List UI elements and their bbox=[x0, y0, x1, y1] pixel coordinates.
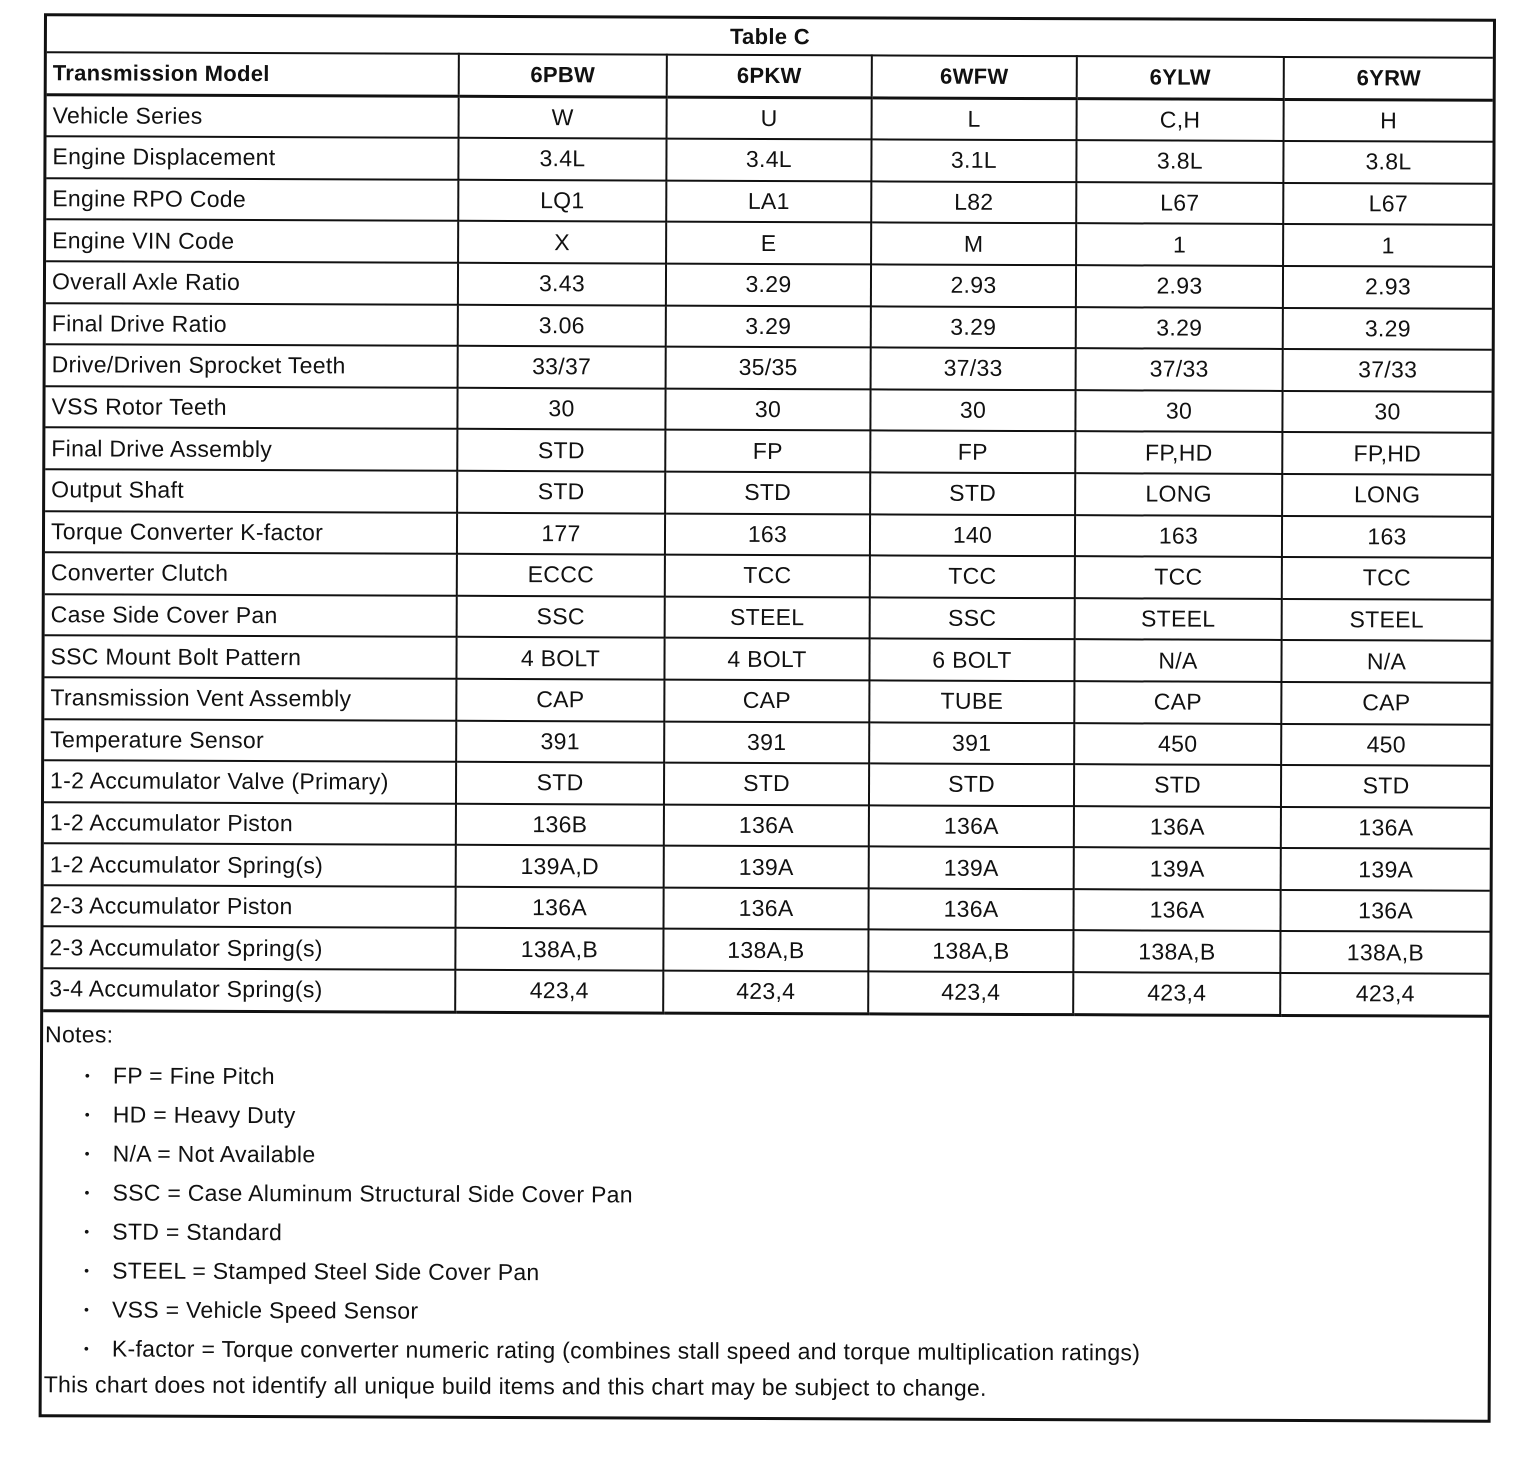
table-cell: LONG bbox=[1075, 473, 1282, 515]
table-cell: 177 bbox=[457, 512, 665, 554]
table-cell: 3.4L bbox=[666, 139, 871, 181]
table-row bbox=[43, 968, 1489, 1016]
table-cell: 136A bbox=[455, 887, 663, 929]
row-label: Output Shaft bbox=[45, 469, 457, 512]
table-row bbox=[47, 94, 1493, 142]
table-cell: LA1 bbox=[666, 180, 871, 222]
table-cell: 450 bbox=[1281, 723, 1490, 765]
table-cell: ECCC bbox=[457, 554, 665, 596]
note-item bbox=[85, 1056, 1489, 1100]
table-cell: 423,4 bbox=[1280, 973, 1489, 1016]
table-cell: 30 bbox=[1282, 391, 1491, 433]
table-cell: CAP bbox=[1281, 682, 1490, 724]
table-cell: N/A bbox=[1074, 639, 1281, 681]
row-label: Final Drive Ratio bbox=[46, 303, 458, 346]
row-label: Engine RPO Code bbox=[46, 178, 458, 221]
table-cell: STEEL bbox=[1282, 599, 1491, 641]
table-row bbox=[46, 178, 1492, 225]
table-row bbox=[45, 428, 1491, 475]
table-cell: 35/35 bbox=[666, 347, 871, 389]
table-cell: 139A bbox=[1074, 847, 1281, 889]
table-cell: 138A,B bbox=[455, 928, 663, 970]
note-item bbox=[85, 1134, 1489, 1178]
table-cell: STEEL bbox=[1075, 598, 1282, 640]
row-label: Overall Axle Ratio bbox=[46, 261, 458, 304]
row-label: 2-3 Accumulator Spring(s) bbox=[43, 927, 455, 970]
bullet-icon: • bbox=[84, 1145, 90, 1162]
table-row bbox=[44, 636, 1490, 683]
table-cell: STD bbox=[456, 762, 664, 804]
table-cell: 450 bbox=[1074, 723, 1281, 765]
table-cell: TCC bbox=[665, 555, 870, 597]
table-body bbox=[43, 94, 1493, 1016]
table-cell: 37/33 bbox=[1283, 349, 1492, 391]
table-cell: 136A bbox=[868, 888, 1073, 930]
table-cell: 138A,B bbox=[663, 929, 868, 971]
note-text: STD = Standard bbox=[112, 1218, 283, 1245]
table-cell: 138A,B bbox=[1280, 931, 1489, 973]
note-text: VSS = Vehicle Speed Sensor bbox=[111, 1296, 419, 1324]
table-cell: 136A bbox=[1074, 806, 1281, 848]
row-label: Transmission Vent Assembly bbox=[44, 677, 456, 720]
table-cell: FP bbox=[665, 430, 870, 472]
table-cell: L67 bbox=[1283, 183, 1492, 225]
table-cell: TUBE bbox=[869, 680, 1074, 722]
note-item bbox=[84, 1329, 1488, 1373]
model-header: 6YRW bbox=[1284, 57, 1493, 100]
table-row bbox=[44, 802, 1490, 849]
table-cell: 139A bbox=[1281, 848, 1490, 890]
table-cell: SSC bbox=[457, 596, 665, 638]
bullet-icon: • bbox=[83, 1340, 90, 1357]
table-cell: TCC bbox=[870, 556, 1075, 598]
table-row bbox=[45, 511, 1491, 558]
notes-title: Notes: bbox=[45, 1020, 114, 1048]
note-item bbox=[84, 1173, 1488, 1217]
table-cell: 423,4 bbox=[663, 971, 868, 1014]
table-cell: 3.8L bbox=[1076, 140, 1283, 182]
notes-section bbox=[42, 1012, 1490, 1420]
table-cell: 2.93 bbox=[1283, 266, 1492, 308]
model-header: 6WFW bbox=[872, 55, 1077, 98]
table-row bbox=[43, 927, 1489, 974]
table-cell: 391 bbox=[664, 721, 869, 763]
row-label: Case Side Cover Pan bbox=[45, 594, 457, 637]
table-cell: U bbox=[667, 97, 872, 140]
table-cell: 163 bbox=[1075, 515, 1282, 557]
table-cell: L bbox=[872, 97, 1077, 140]
model-header: 6YLW bbox=[1077, 56, 1284, 99]
table-cell: 139A bbox=[664, 846, 869, 888]
table-cell: W bbox=[459, 96, 667, 139]
bullet-icon: • bbox=[84, 1067, 91, 1084]
bullet-icon: • bbox=[84, 1184, 90, 1201]
table-cell: C,H bbox=[1077, 98, 1284, 141]
table-cell: 37/33 bbox=[1076, 348, 1283, 390]
row-label: Drive/Driven Sprocket Teeth bbox=[46, 344, 458, 387]
table-cell: STD bbox=[665, 472, 870, 514]
table-cell: 140 bbox=[870, 514, 1075, 556]
row-label: 1-2 Accumulator Piston bbox=[44, 802, 456, 845]
table-cell: 3.43 bbox=[458, 263, 666, 305]
table-cell: STEEL bbox=[665, 596, 870, 638]
table-cell: 4 BOLT bbox=[456, 637, 664, 679]
table-cell: LONG bbox=[1282, 474, 1491, 516]
table-title: Table C bbox=[47, 16, 1493, 58]
table-cell: L67 bbox=[1076, 182, 1283, 224]
table-cell: 3.06 bbox=[458, 304, 666, 346]
table-cell: 391 bbox=[456, 720, 664, 762]
table-cell: 33/37 bbox=[458, 346, 666, 388]
bullet-icon: • bbox=[84, 1223, 90, 1240]
table-cell: 30 bbox=[665, 388, 870, 430]
table-cell: 423,4 bbox=[455, 970, 663, 1013]
table-cell: N/A bbox=[1281, 640, 1490, 682]
table-cell: 3.29 bbox=[666, 305, 871, 347]
table-cell: 136A bbox=[663, 887, 868, 929]
table-cell: 3.4L bbox=[458, 138, 666, 180]
row-label: Vehicle Series bbox=[47, 94, 459, 138]
row-label: Temperature Sensor bbox=[44, 719, 456, 762]
table-cell: FP,HD bbox=[1075, 432, 1282, 474]
note-text: N/A = Not Available bbox=[112, 1140, 316, 1167]
header-label: Transmission Model bbox=[47, 52, 459, 96]
table-row bbox=[44, 719, 1490, 766]
table-cell: 391 bbox=[869, 722, 1074, 764]
row-label: Engine VIN Code bbox=[46, 220, 458, 263]
disclaimer: This chart does not identify all unique build items and this chart may be subject to change. bbox=[43, 1370, 987, 1401]
bullet-icon: • bbox=[84, 1106, 91, 1123]
table-cell: STD bbox=[457, 471, 665, 513]
table-row bbox=[45, 469, 1491, 516]
row-label: Engine Displacement bbox=[46, 136, 458, 179]
note-item bbox=[84, 1290, 1488, 1334]
bullet-icon: • bbox=[84, 1262, 90, 1279]
table-cell: 163 bbox=[1282, 516, 1491, 558]
table-row bbox=[46, 220, 1492, 267]
table-cell: 138A,B bbox=[868, 930, 1073, 972]
table-cell: STD bbox=[1281, 765, 1490, 807]
table-cell: 1 bbox=[1283, 224, 1492, 266]
table-cell: 3.29 bbox=[1076, 307, 1283, 349]
model-header: 6PKW bbox=[667, 55, 872, 98]
note-item bbox=[85, 1095, 1489, 1139]
note-text: FP = Fine Pitch bbox=[112, 1062, 275, 1089]
table-cell: STD bbox=[664, 763, 869, 805]
table-row bbox=[44, 843, 1490, 890]
table-cell: M bbox=[871, 223, 1076, 265]
table-cell: CAP bbox=[456, 679, 664, 721]
row-label: VSS Rotor Teeth bbox=[45, 386, 457, 429]
table-cell: E bbox=[666, 222, 871, 264]
table-cell: TCC bbox=[1282, 557, 1491, 599]
row-label: 3-4 Accumulator Spring(s) bbox=[43, 968, 455, 1012]
table-cell: 136A bbox=[869, 805, 1074, 847]
row-label: Final Drive Assembly bbox=[45, 428, 457, 471]
notes-list bbox=[44, 1056, 1489, 1374]
table-cell: 423,4 bbox=[1073, 972, 1280, 1015]
table-cell: 3.1L bbox=[871, 140, 1076, 182]
table-row bbox=[43, 885, 1489, 932]
table-row bbox=[45, 386, 1491, 433]
table-cell: 30 bbox=[870, 389, 1075, 431]
table-cell: SSC bbox=[870, 597, 1075, 639]
table-row bbox=[46, 136, 1492, 183]
table-row bbox=[45, 552, 1491, 599]
table-cell: 136A bbox=[1281, 807, 1490, 849]
table-row bbox=[46, 344, 1492, 391]
note-text: HD = Heavy Duty bbox=[112, 1101, 296, 1128]
table-row bbox=[45, 594, 1491, 641]
table-cell: 1 bbox=[1076, 224, 1283, 266]
row-label: 1-2 Accumulator Spring(s) bbox=[44, 843, 456, 886]
table-cell: 163 bbox=[665, 513, 870, 555]
table-cell: 136A bbox=[664, 804, 869, 846]
table-cell: STD bbox=[870, 472, 1075, 514]
note-text: SSC = Case Aluminum Structural Side Cover Pan bbox=[112, 1179, 633, 1208]
table-cell: TCC bbox=[1075, 556, 1282, 598]
table-cell: 37/33 bbox=[871, 348, 1076, 390]
table-cell: CAP bbox=[1074, 681, 1281, 723]
row-label: 2-3 Accumulator Piston bbox=[43, 885, 455, 928]
table-cell: 30 bbox=[1075, 390, 1282, 432]
table-cell: 6 BOLT bbox=[869, 639, 1074, 681]
table-cell: FP bbox=[870, 431, 1075, 473]
header-row bbox=[47, 52, 1493, 100]
transmission-spec-table bbox=[43, 16, 1493, 1017]
row-label: SSC Mount Bolt Pattern bbox=[44, 636, 456, 679]
table-cell: L82 bbox=[871, 181, 1076, 223]
row-label: 1-2 Accumulator Valve (Primary) bbox=[44, 760, 456, 803]
table-row bbox=[46, 303, 1492, 350]
table-cell: 136A bbox=[1073, 889, 1280, 931]
table-cell: 2.93 bbox=[871, 264, 1076, 306]
note-text: K-factor = Torque converter numeric rating (combines stall speed and torque multiplication ratings) bbox=[111, 1335, 1141, 1366]
table-cell: 139A bbox=[869, 847, 1074, 889]
table-cell: X bbox=[458, 221, 666, 263]
table-row bbox=[44, 760, 1490, 807]
table-cell: STD bbox=[457, 429, 665, 471]
note-item bbox=[84, 1212, 1488, 1256]
note-item bbox=[84, 1251, 1488, 1295]
table-cell: CAP bbox=[664, 680, 869, 722]
model-header: 6PBW bbox=[459, 54, 667, 97]
spec-table-frame bbox=[39, 13, 1496, 1422]
bullet-icon: • bbox=[83, 1301, 90, 1318]
table-row bbox=[46, 261, 1492, 308]
table-cell: 138A,B bbox=[1073, 931, 1280, 973]
table-cell: 139A,D bbox=[456, 845, 664, 887]
table-cell: FP,HD bbox=[1282, 432, 1491, 474]
table-cell: 423,4 bbox=[868, 971, 1073, 1014]
table-row bbox=[44, 677, 1490, 724]
table-cell: LQ1 bbox=[458, 180, 666, 222]
table-cell: 3.29 bbox=[871, 306, 1076, 348]
table-cell: H bbox=[1284, 99, 1493, 142]
table-cell: STD bbox=[869, 763, 1074, 805]
table-cell: 136A bbox=[1280, 890, 1489, 932]
table-cell: 3.8L bbox=[1283, 141, 1492, 183]
table-cell: 3.29 bbox=[666, 264, 871, 306]
note-text: STEEL = Stamped Steel Side Cover Pan bbox=[112, 1257, 540, 1285]
row-label: Converter Clutch bbox=[45, 552, 457, 595]
table-cell: 136B bbox=[456, 803, 664, 845]
table-cell: 3.29 bbox=[1283, 308, 1492, 350]
table-cell: 4 BOLT bbox=[664, 638, 869, 680]
row-label: Torque Converter K-factor bbox=[45, 511, 457, 554]
table-cell: 30 bbox=[457, 388, 665, 430]
table-cell: STD bbox=[1074, 764, 1281, 806]
table-cell: 2.93 bbox=[1076, 265, 1283, 307]
